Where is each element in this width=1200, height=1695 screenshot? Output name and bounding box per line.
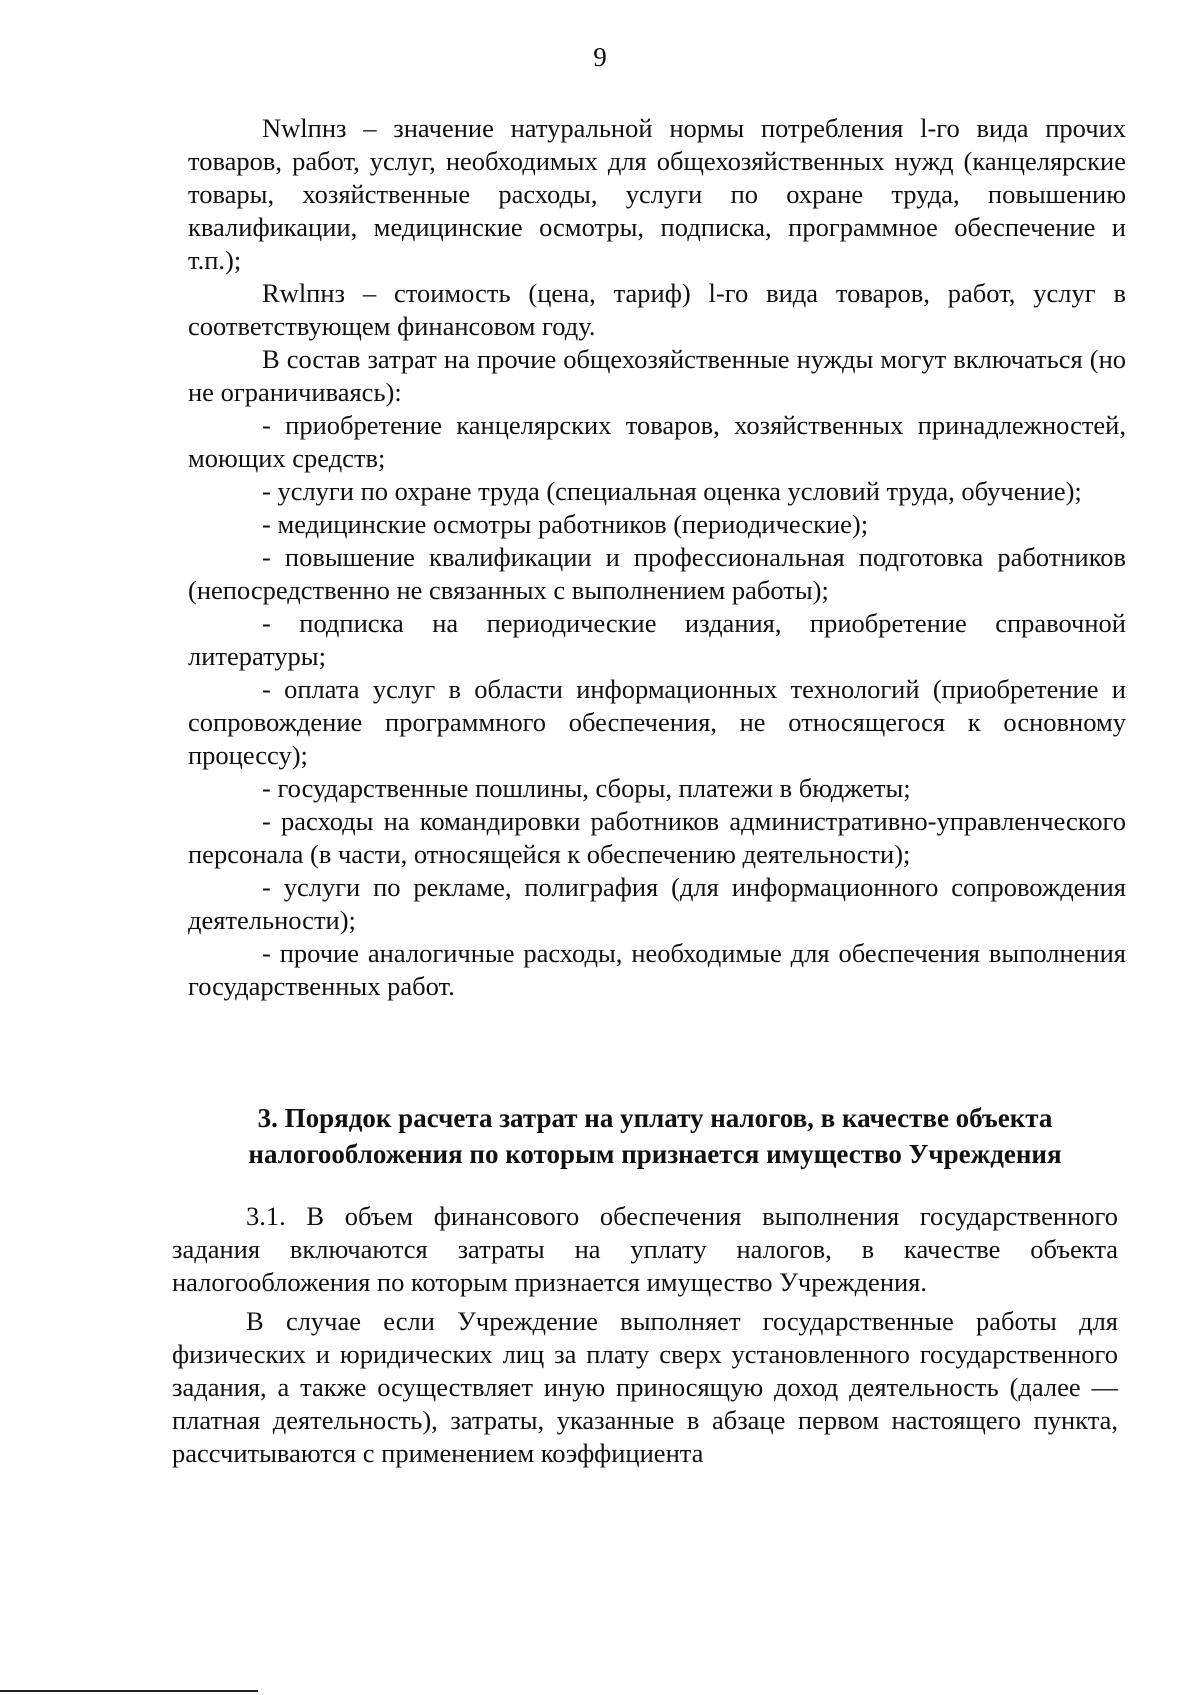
list-item-other-expenses: - прочие аналогичные расходы, необходимые для обеспечения выполнения государственных работ. bbox=[188, 938, 1126, 1001]
section-heading: 3. Порядок расчета затрат на уплату налогов, в качестве объекта налогообложения по которым признается имущество Учреждения bbox=[248, 1103, 1062, 1169]
page-number: 9 bbox=[593, 42, 607, 72]
list-item-business-trips: - расходы на командировки работников административно-управленческого персонала (в части, относящейся к обеспечению деятельности); bbox=[188, 806, 1126, 869]
paragraph-rwl-definition: Rwlпнз – стоимость (цена, тариф) l-го вида товаров, работ, услуг в соответствующем финансовом году. bbox=[188, 278, 1126, 341]
paragraph-nwl-definition: Nwlпнз – значение натуральной нормы потребления l-го вида прочих товаров, работ, услуг, необходимых для общехозяйственных нужд (канцелярские товары, хозяйственные расходы, услуги по охране труда, повышению квалификации, медицинские осмотры, подписка, программное обеспечение и т.п.); bbox=[188, 113, 1126, 275]
body-text-top bbox=[188, 112, 1126, 1003]
list-item-it-services: - оплата услуг в области информационных технологий (приобретение и сопровождение программного обеспечения, не относящегося к основному процессу); bbox=[188, 674, 1126, 770]
list-item-qualification: - повышение квалификации и профессиональная подготовка работников (непосредственно не связанных с выполнением работы); bbox=[188, 542, 1126, 605]
list-item-subscriptions: - подписка на периодические издания, приобретение справочной литературы; bbox=[188, 608, 1126, 671]
list-item-office-supplies: - приобретение канцелярских товаров, хозяйственных принадлежностей, моющих средств; bbox=[188, 410, 1126, 473]
paragraph-3-1: 3.1. В объем финансового обеспечения выполнения государственного задания включаются затраты на уплату налогов, в качестве объекта налогообложения по которым признается имущество Учреждения. bbox=[172, 1201, 1118, 1297]
list-item-labor-protection: - услуги по охране труда (специальная оценка условий труда, обучение); bbox=[262, 476, 1082, 506]
list-item-medical-checkups: - медицинские осмотры работников (периодические); bbox=[262, 509, 869, 539]
list-item-advertising: - услуги по рекламе, полиграфия (для информационного сопровождения деятельности); bbox=[188, 872, 1126, 935]
paragraph-cost-composition-intro: В состав затрат на прочие общехозяйственные нужды могут включаться (но не ограничиваясь): bbox=[188, 344, 1126, 407]
list-item-state-fees: - государственные пошлины, сборы, платежи в бюджеты; bbox=[262, 773, 911, 803]
footnote-separator bbox=[0, 1690, 258, 1692]
body-text-bottom bbox=[172, 1200, 1118, 1470]
paragraph-paid-activity: В случае если Учреждение выполняет государственные работы для физических и юридических лиц за плату сверх установленного государственного задания, а также осуществляет иную приносящую доход деятельность (далее — платная деятельность), затраты, указанные в абзаце первом настоящего пункта, рассчитываются с применением коэффициента bbox=[172, 1306, 1118, 1468]
